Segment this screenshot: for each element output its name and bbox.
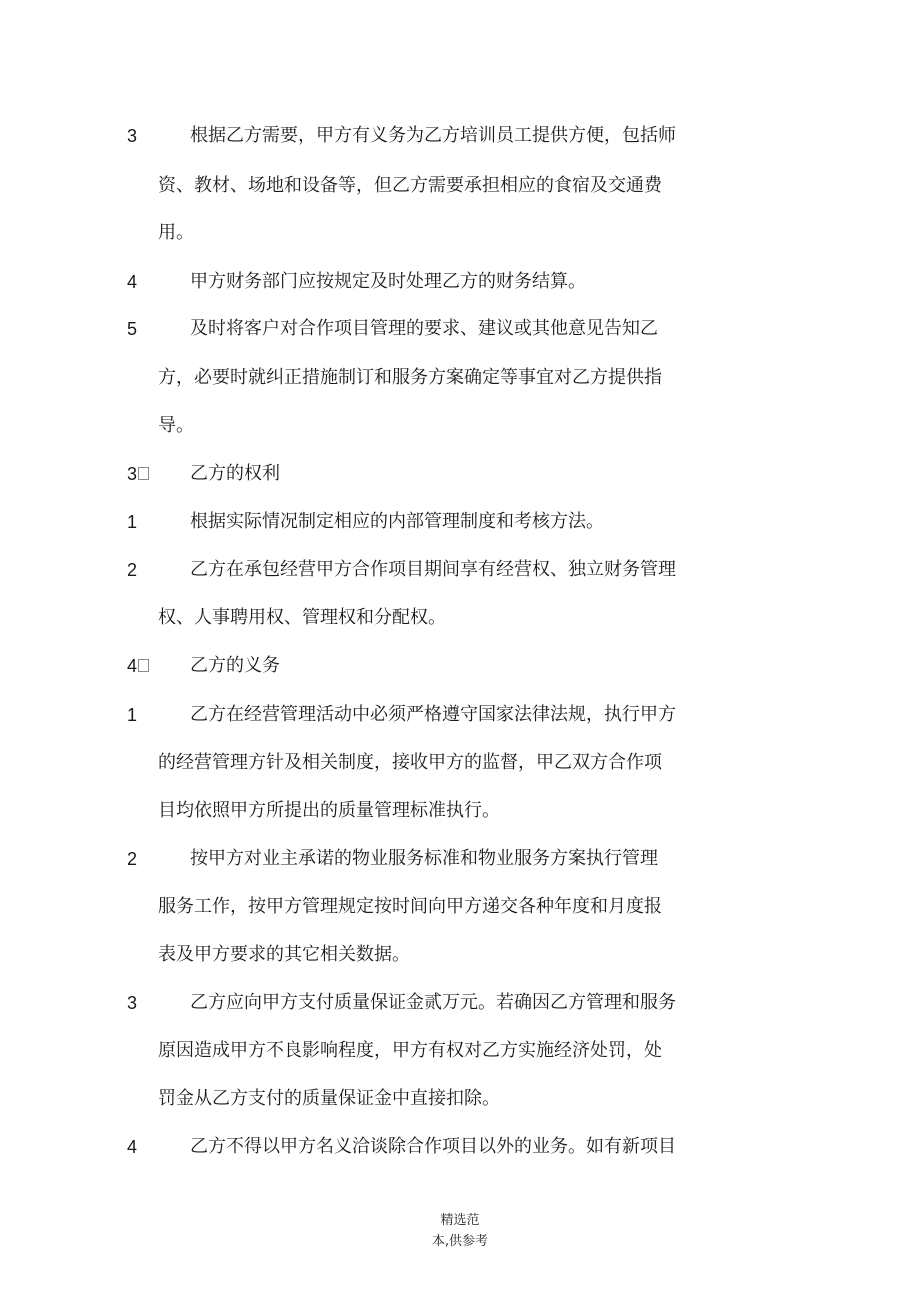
item-number: 5 [127, 319, 138, 339]
paragraph-text: 根据乙方需要，甲方有义务为乙方培训员工提供方便，包括师 [190, 125, 676, 146]
section-number [127, 654, 157, 678]
paragraph-text: 按甲方对业主承诺的物业服务标准和物业服务方案执行管理 [190, 848, 658, 869]
paragraph-text: 导。 [158, 415, 194, 436]
paragraph-text: 乙方在承包经营甲方合作项目期间享有经营权、独立财务管理 [190, 559, 676, 580]
item-number: 1 [127, 705, 138, 725]
section-number-value: 3 [127, 464, 138, 484]
item-number: 3 [127, 126, 138, 146]
paragraph-text: 罚金从乙方支付的质量保证金中直接扣除。 [158, 1088, 500, 1109]
section-title: 乙方的义务 [190, 655, 280, 676]
paragraph-text: 乙方不得以甲方名义洽谈除合作项目以外的业务。如有新项目 [190, 1136, 676, 1157]
item-number: 2 [127, 560, 138, 580]
paragraph-text: 目均依照甲方所提出的质量管理标准执行。 [158, 800, 500, 821]
paragraph-text: 乙方在经营管理活动中必须严格遵守国家法律法规，执行甲方 [190, 704, 676, 725]
paragraph-text: 用。 [158, 222, 194, 243]
item-number: 4 [127, 1137, 138, 1157]
section-number [127, 462, 157, 486]
footer-line-2: 本,供参考 [431, 1234, 489, 1249]
paragraph-text: 原因造成甲方不良影响程度，甲方有权对乙方实施经济处罚，处 [158, 1040, 662, 1061]
paragraph-text: 及时将客户对合作项目管理的要求、建议或其他意见告知乙 [190, 318, 658, 339]
section-title: 乙方的权利 [190, 463, 280, 484]
footer-line-1: 精选范 [440, 1213, 480, 1228]
paragraph-text: 乙方应向甲方支付质量保证金贰万元。若确因乙方管理和服务 [190, 992, 676, 1013]
missing-glyph-box-icon [138, 659, 149, 672]
section-number-value: 4 [127, 656, 138, 676]
paragraph-text: 权、人事聘用权、管理权和分配权。 [158, 607, 446, 628]
paragraph-text: 的经营管理方针及相关制度，接收甲方的监督，甲乙双方合作项 [158, 752, 662, 773]
missing-glyph-box-icon [138, 467, 149, 480]
item-number: 3 [127, 993, 138, 1013]
paragraph-text: 根据实际情况制定相应的内部管理制度和考核方法。 [190, 511, 604, 532]
item-number: 2 [127, 849, 138, 869]
item-number: 1 [127, 512, 138, 532]
item-number: 4 [127, 272, 138, 292]
paragraph-text: 方，必要时就纠正措施制订和服务方案确定等事宜对乙方提供指 [158, 367, 662, 388]
paragraph-text: 服务工作，按甲方管理规定按时间向甲方递交各种年度和月度报 [158, 896, 662, 917]
paragraph-text: 甲方财务部门应按规定及时处理乙方的财务结算。 [190, 271, 586, 292]
paragraph-text: 表及甲方要求的其它相关数据。 [158, 944, 410, 965]
paragraph-text: 资、教材、场地和设备等，但乙方需要承担相应的食宿及交通费 [158, 175, 662, 196]
